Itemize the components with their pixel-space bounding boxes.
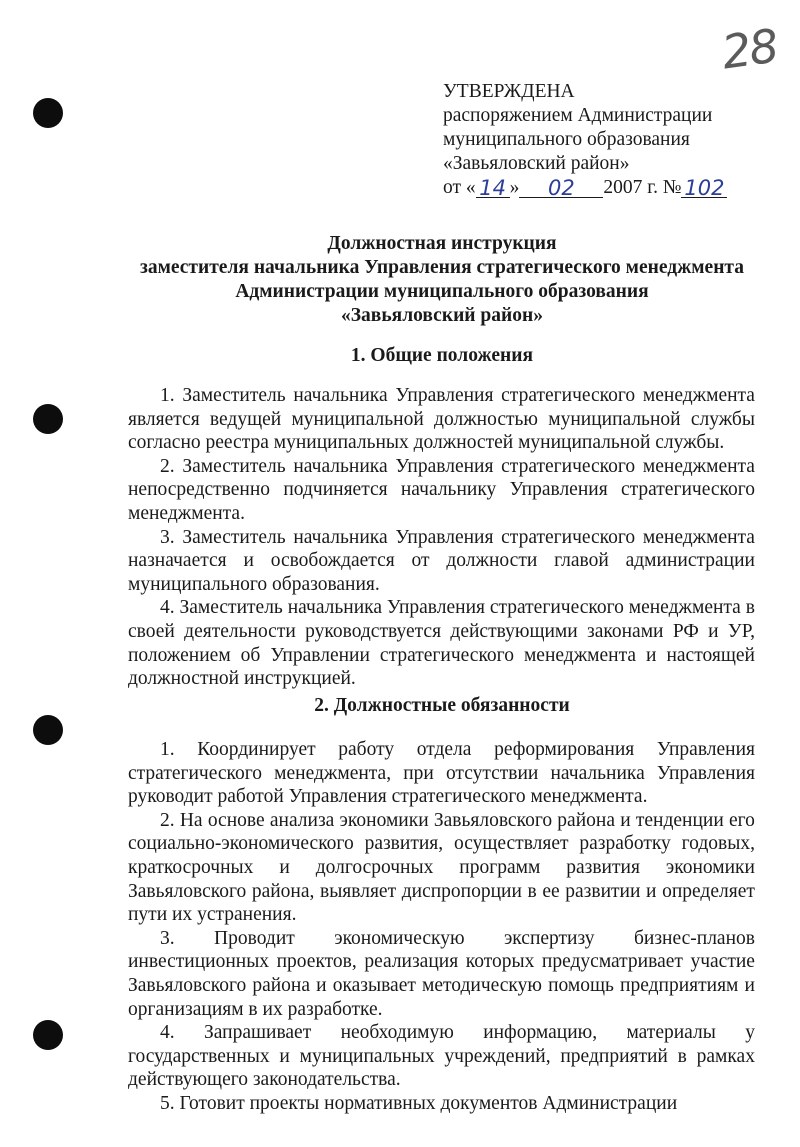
paragraph [128, 1092, 755, 1116]
paragraph-line: краткосрочных и долгосрочных программ развития экономики [128, 856, 755, 878]
paragraph-line: пути их устранения. [128, 904, 297, 926]
paragraph-line: своей деятельности руководствуется действующими законами РФ и УР, [128, 620, 755, 642]
section-body [128, 384, 755, 691]
section-heading: 2. Должностные обязанности [314, 695, 570, 716]
date-month: 02 [519, 176, 603, 198]
approval-block [443, 80, 727, 200]
paragraph-line: является ведущей муниципальной должностью муниципальной службы [128, 408, 755, 430]
paragraph-line: государственных и муниципальных учреждений, предприятий в рамках [128, 1045, 755, 1067]
paragraph-line: менеджмента. [128, 502, 245, 524]
paragraph-line: социально-экономического развития, осуществляет разработку годовых, [128, 833, 755, 855]
punch-hole [33, 1020, 63, 1050]
order-number: 102 [681, 176, 727, 198]
handwritten-page-number: 28 [718, 18, 781, 80]
paragraph [128, 384, 755, 455]
date-prefix: от « [443, 177, 476, 198]
paragraph [128, 927, 755, 1021]
title-line: Администрации муниципального образования [235, 281, 649, 302]
approval-line: «Завьяловский район» [443, 153, 630, 174]
punch-hole [33, 715, 63, 745]
paragraph-line: 5. Готовит проекты нормативных документов Администрации [160, 1092, 678, 1114]
paragraph-line: 1. Заместитель начальника Управления стратегического менеджмента [160, 385, 755, 406]
paragraph [128, 1021, 755, 1092]
section-heading: 1. Общие положения [350, 345, 534, 366]
paragraph [128, 738, 755, 809]
document-title [128, 232, 756, 328]
paragraph [128, 455, 755, 526]
paragraph-line: 4. Заместитель начальника Управления стратегического менеджмента в [160, 597, 755, 619]
title-line: Должностная инструкция [327, 233, 557, 254]
date-mid: » [509, 177, 520, 198]
paragraph-line: инвестиционных проектов, реализация которых предусматривает участие [128, 951, 755, 973]
section-body [128, 738, 755, 1116]
paragraph [128, 526, 755, 597]
paragraph-line: организациям в их разработке. [128, 998, 383, 1020]
paragraph-line: положением об Управлении стратегического менеджмента и настоящей [128, 644, 755, 666]
punch-hole [33, 98, 63, 128]
paragraph-line: 3. Проводит экономическую экспертизу бизнес-планов [160, 927, 755, 949]
title-line: заместителя начальника Управления стратегического менеджмента [139, 257, 744, 278]
paragraph-line: руководит работой Управления стратегического менеджмента. [128, 786, 648, 808]
paragraph-line: 2. На основе анализа экономики Завьяловского района и тенденции его [160, 809, 755, 831]
paragraph-line: непосредственно подчиняется начальнику Управления стратегического [128, 479, 755, 501]
paragraph-line: муниципального образования. [128, 573, 380, 595]
paragraph-line: 2. Заместитель начальника Управления стратегического менеджмента [160, 455, 755, 477]
approval-line: муниципального образования [443, 129, 690, 150]
paragraph [128, 809, 755, 927]
paragraph-line: должностной инструкцией. [128, 668, 356, 690]
paragraph-line: назначается и освобождается от должности главой администрации [128, 550, 755, 572]
title-line: «Завьяловский район» [341, 305, 543, 326]
paragraph-line: согласно реестра муниципальных должностей муниципальной службы. [128, 432, 725, 454]
paragraph-line: действующего законодательства. [128, 1069, 401, 1091]
date-day: 14 [476, 176, 510, 198]
paragraph-line: 3. Заместитель начальника Управления стратегического менеджмента [160, 526, 755, 548]
paragraph-line: стратегического менеджмента, при отсутствии начальника Управления [128, 762, 755, 784]
date-year: 2007 г. № [603, 177, 682, 198]
paragraph-line: 1. Координирует работу отдела реформирования Управления [160, 739, 755, 760]
approval-line: распоряжением Администрации [443, 105, 713, 126]
paragraph [128, 596, 755, 690]
paragraph-line: 4. Запрашивает необходимую информацию, материалы у [160, 1022, 755, 1044]
paragraph-line: Завьяловского района, выявляет диспропорции в ее развитии и определяет [128, 880, 755, 902]
paragraph-line: Завьяловского района и оказывает методическую помощь предприятиям и [128, 974, 755, 996]
punch-hole [33, 404, 63, 434]
approval-date-line [443, 176, 727, 200]
approval-title: УТВЕРЖДЕНА [443, 81, 575, 102]
